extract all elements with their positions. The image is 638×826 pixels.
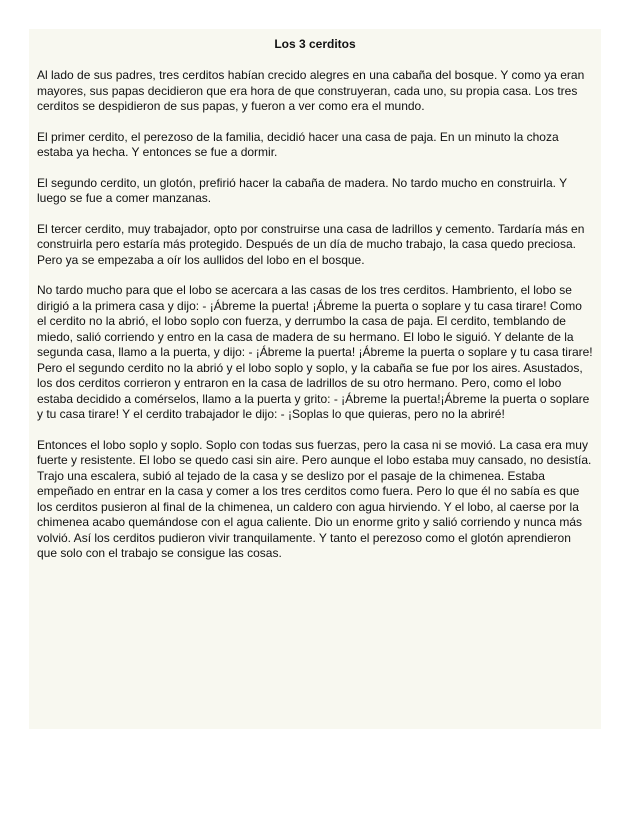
document-panel — [29, 29, 601, 729]
paragraph-ending: Entonces el lobo soplo y soplo. Soplo con todas sus fuerzas, pero la casa ni se movió. La casa era muy fuerte y resistente. El lobo se quedo casi sin aire. Pero aunque el lobo estaba muy cansado, no desistía. Trajo una escalera, subió al tejado de la casa y se deslizo por el pasaje de la chimenea. Estaba empeñado en entrar en la casa y comer a los tres cerditos como fuera. Pero lo que él no sabía es que los cerditos pusieron al final de la chimenea, un caldero con agua hirviendo. Y el lobo, al caerse por la chimenea acabo quemándose con el agua caliente. Dio un enorme grito y salió corriendo y nunca más volvió. Así los cerditos pudieron vivir tranquilamente. Y tanto el perezoso como el glotón aprendieron que solo con el trabajo se consigue las cosas. — [37, 437, 592, 560]
document-title: Los 3 cerditos — [274, 37, 356, 51]
paragraph-second-pig: El segundo cerdito, un glotón, prefirió hacer la cabaña de madera. No tardo mucho en construirla. Y luego se fue a comer manzanas. — [37, 175, 567, 205]
paragraph-intro: Al lado de sus padres, tres cerditos habían crecido alegres en una cabaña del bosque. Y como ya eran mayores, sus papas decidieron que era hora de que construyeran, cada uno, su propia casa. Los tres cerditos se despidieron de sus papas, y fueron a ver como era el mundo. — [37, 68, 585, 113]
paragraph-first-pig: El primer cerdito, el perezoso de la familia, decidió hacer una casa de paja. En un minuto la choza estaba ya hecha. Y entonces se fue a dormir. — [37, 129, 559, 159]
paragraph-wolf-attack: No tardo mucho para que el lobo se acercara a las casas de los tres cerditos. Hambriento, el lobo se dirigió a la primera casa y dijo: - ¡Ábreme la puerta! ¡Ábreme la puerta o soplare y tu casa tirare! Como el cerdito no la abrió, el lobo soplo con fuerza, y derrumbo la casa de paja. El cerdito, temblando de miedo, salió corriendo y entro en la casa de madera de su hermano. El lobo le siguió. Y delante de la segunda casa, llamo a la puerta, y dijo: - ¡Ábreme la puerta! ¡Ábreme la puerta o soplare y tu casa tirare! Pero el segundo cerdito no la abrió y el lobo soplo y soplo, y la cabaña se fue por los aires. Asustados, los dos cerditos corrieron y entraron en la casa de ladrillos de su otro hermano. Pero, como el lobo estaba decidido a comérselos, llamo a la puerta y grito: - ¡Ábreme la puerta!¡Ábreme la puerta o soplare y tu casa tirare! Y el cerdito trabajador le dijo: - ¡Soplas lo que quieras, pero no la abriré! — [37, 283, 593, 421]
paragraph-third-pig: El tercer cerdito, muy trabajador, opto por construirse una casa de ladrillos y cemento. Tardaría más en construirla pero estaría más protegido. Después de un día de mucho trabajo, la casa quedo preciosa. Pero ya se empezaba a oír los aullidos del lobo en el bosque. — [37, 221, 585, 267]
